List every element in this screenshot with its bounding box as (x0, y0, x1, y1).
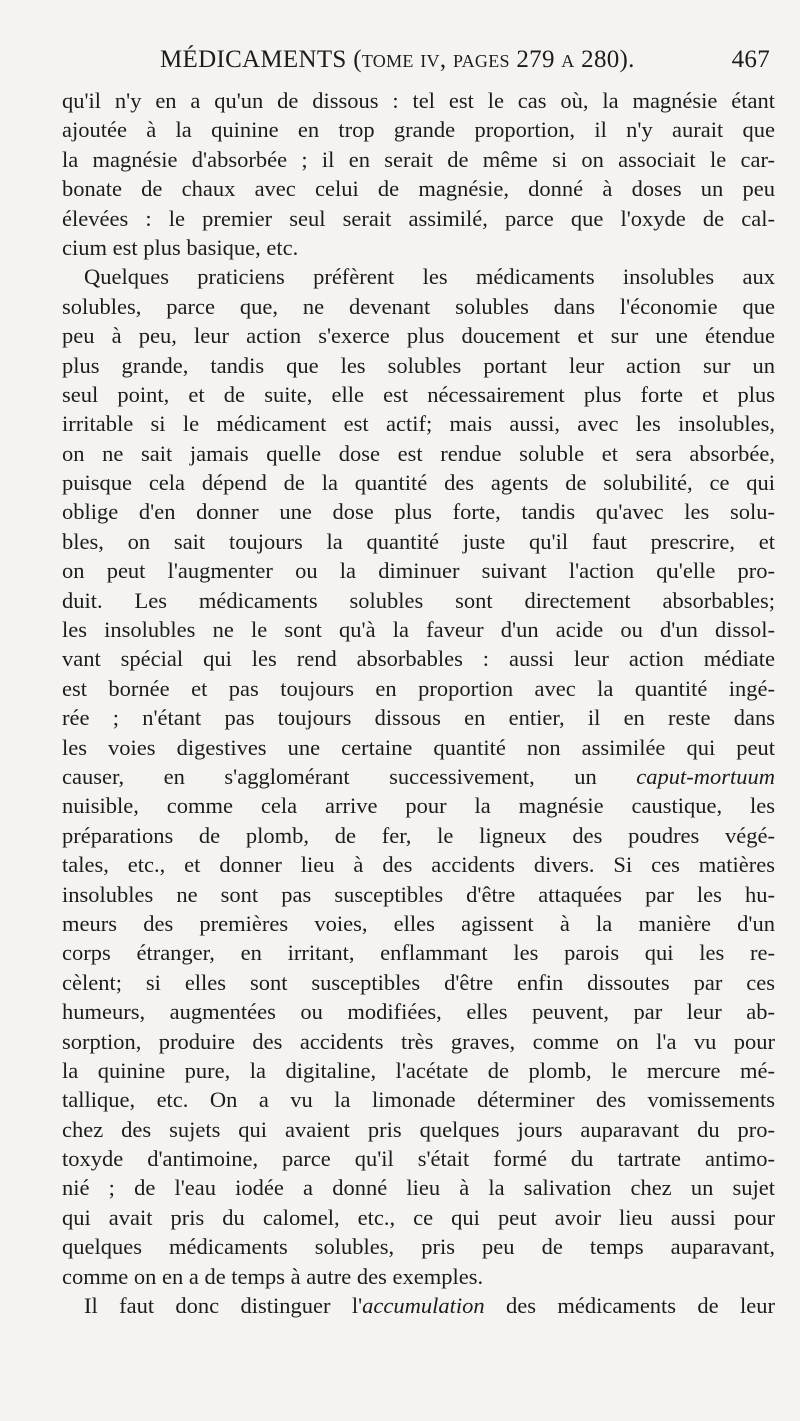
text-line: est bornée et pas toujours en proportion avec la quantité ingé- (62, 675, 775, 701)
text-line: cèlent; si elles sont susceptibles d'être enfin dissoutes par ces (62, 969, 775, 995)
text-line: sorption, produire des accidents très graves, comme on l'a vu pour (62, 1028, 775, 1054)
body-text (62, 86, 775, 1320)
text-line: on peut l'augmenter ou la diminuer suivant l'action qu'elle pro- (62, 558, 775, 584)
text-line: duit. Les médicaments solubles sont directement absorbables; (62, 587, 775, 613)
text-line: solubles, parce que, ne devenant solubles dans l'économie que (62, 293, 775, 319)
text-line: insolubles ne sont pas susceptibles d'être attaquées par les hu- (62, 881, 775, 907)
text-line: la quinine pure, la digitaline, l'acétate de plomb, le mercure mé- (62, 1057, 775, 1083)
text-line: qu'il n'y en a qu'un de dissous : tel est le cas où, la magnésie étant (62, 88, 775, 113)
text-line: chez des sujets qui avaient pris quelques jours auparavant du pro- (62, 1116, 775, 1142)
text-line: ajoutée à la quinine en trop grande proportion, il n'y aurait que (62, 117, 775, 143)
text-line: humeurs, augmentées ou modifiées, elles peuvent, par leur ab- (62, 999, 775, 1025)
text-line: préparations de plomb, de fer, le ligneux des poudres végé- (62, 822, 775, 848)
text-line: puisque cela dépend de la quantité des agents de solubilité, ce qui (62, 470, 775, 496)
paragraph-2 (62, 262, 775, 1291)
text-line: la magnésie d'absorbée ; il en serait de même si on associait le car- (62, 146, 775, 172)
text-line: quelques médicaments solubles, pris peu de temps auparavant, (62, 1234, 775, 1260)
running-head (62, 46, 770, 82)
italic-term: caput-mortuum (636, 763, 776, 789)
paragraph-1 (62, 86, 775, 262)
text-line: peu à peu, leur action s'exerce plus doucement et sur une étendue (62, 323, 775, 349)
text-line: cium est plus basique, etc. (62, 234, 299, 260)
text-line-with-italic (62, 762, 775, 791)
italic-term: accumulation (362, 1293, 485, 1319)
text-line: nié ; de l'eau iodée a donné lieu à la salivation chez un sujet (62, 1175, 775, 1201)
text-segment: Il faut donc distinguer l' (84, 1293, 363, 1319)
text-line: vant spécial qui les rend absorbables : aussi leur action médiate (62, 646, 775, 672)
page-number: 467 (731, 46, 770, 73)
text-segment: des médicaments de leur (484, 1293, 775, 1319)
text-line: nuisible, comme cela arrive pour la magnésie caustique, les (62, 793, 775, 819)
text-line: on ne sait jamais quelle dose est rendue soluble et sera absorbée, (62, 440, 775, 466)
text-line: comme on en a de temps à autre des exemples. (62, 1263, 484, 1289)
text-line: tallique, etc. On a vu la limonade déterminer des vomissements (62, 1087, 775, 1113)
running-title-detail: (tome iv, pages 279 a 280). (353, 46, 635, 73)
text-line: irritable si le médicament est actif; mais aussi, avec les insolubles, (62, 411, 775, 437)
text-line: tales, etc., et donner lieu à des accidents divers. Si ces matières (62, 852, 775, 878)
text-line: les voies digestives une certaine quantité non assimilée qui peut (62, 734, 775, 760)
text-line: rée ; n'étant pas toujours dissous en entier, il en reste dans (62, 705, 775, 731)
text-line: seul point, et de suite, elle est nécessairement plus forte et plus (62, 381, 775, 407)
text-line-with-italic (62, 1291, 775, 1320)
text-segment: causer, en s'agglomérant successivement, un (62, 763, 597, 789)
text-line: toxyde d'antimoine, parce qu'il s'était formé du tartrate antimo- (62, 1146, 775, 1172)
text-line: les insolubles ne le sont qu'à la faveur d'un acide ou d'un dissol- (62, 617, 775, 643)
running-title-main: MÉDICAMENTS (160, 46, 347, 73)
running-title (160, 46, 635, 74)
text-line: meurs des premières voies, elles agissent à la manière d'un (62, 910, 775, 936)
text-line: Quelques praticiens préfèrent les médicaments insolubles aux (84, 264, 775, 290)
text-line: oblige d'en donner une dose plus forte, tandis qu'avec les solu- (62, 499, 775, 525)
text-line: élevées : le premier seul serait assimilé, parce que l'oxyde de cal- (62, 205, 775, 231)
text-line: bles, on sait toujours la quantité juste qu'il faut prescrire, et (62, 528, 775, 554)
text-line: qui avait pris du calomel, etc., ce qui peut avoir lieu aussi pour (62, 1204, 775, 1230)
paragraph-3 (62, 1291, 775, 1320)
text-line: plus grande, tandis que les solubles portant leur action sur un (62, 352, 775, 378)
text-line: corps étranger, en irritant, enflammant les parois qui les re- (62, 940, 775, 966)
text-line: bonate de chaux avec celui de magnésie, donné à doses un peu (62, 176, 775, 202)
